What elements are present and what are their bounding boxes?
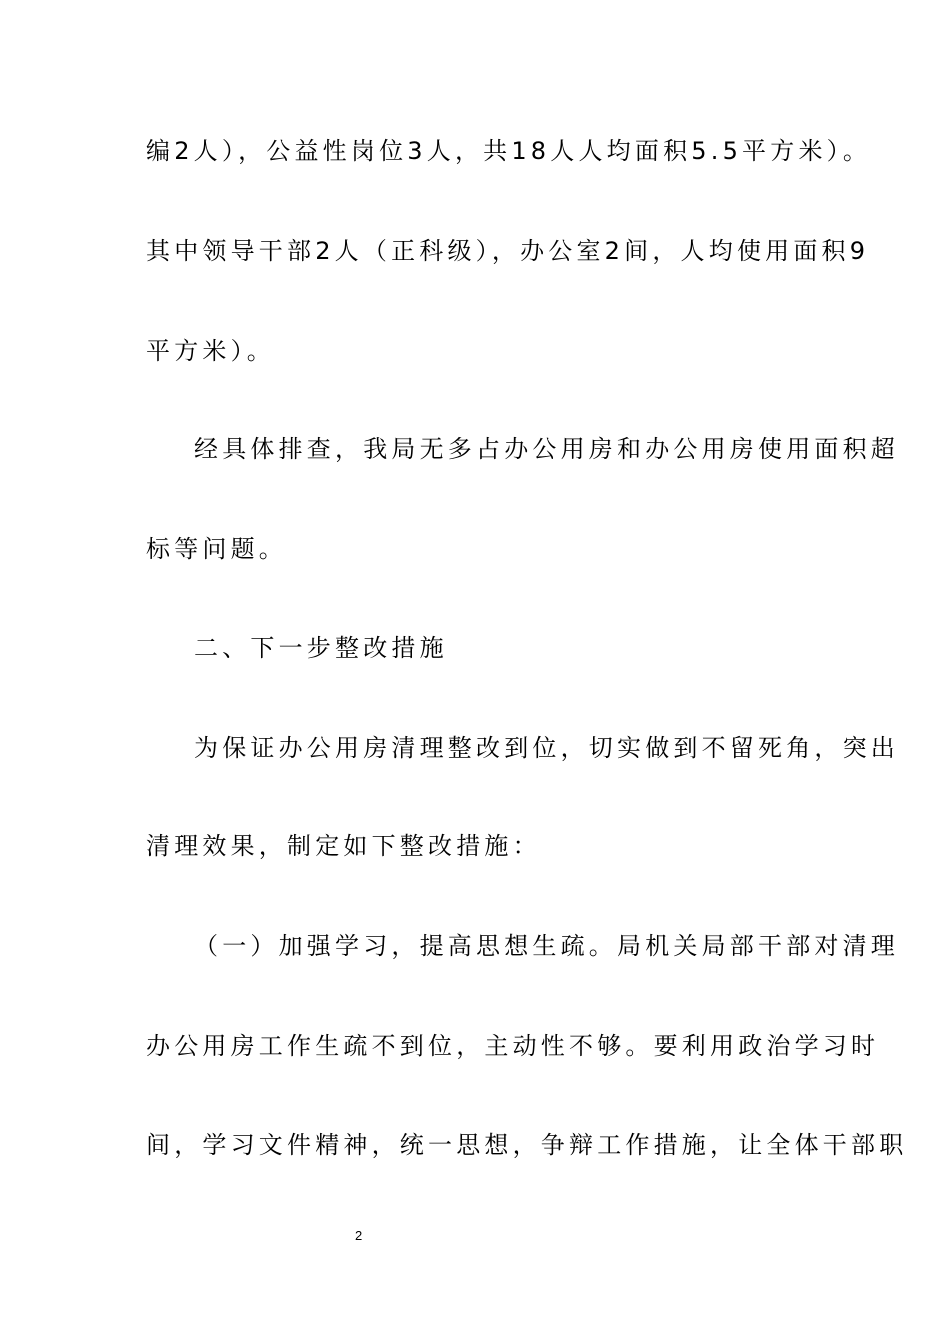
paragraph-line: 清理效果，制定如下整改措施： [146,832,541,860]
paragraph-line: 办公用房工作生疏不到位，主动性不够。要利用政治学习时 [146,1032,880,1060]
paragraph-line: 为保证办公用房清理整改到位，切实做到不留死角，突出 [194,734,899,762]
paragraph-line: 编2人），公益性岗位3人，共18人人均面积5.5平方米）。 [146,137,872,165]
paragraph-line: 标等问题。 [146,535,287,563]
paragraph-line: 平方米）。 [146,337,275,365]
paragraph-line: （一）加强学习，提高思想生疏。局机关局部干部对清理 [194,932,899,960]
section-heading: 二、下一步整改措施 [194,634,448,662]
paragraph-line: 其中领导干部2人（正科级），办公室2间，人均使用面积9 [146,237,870,265]
page-number: 2 [355,1228,363,1243]
paragraph-line: 经具体排查，我局无多占办公用房和办公用房使用面积超 [194,435,899,463]
paragraph-line: 间，学习文件精神，统一思想，争辩工作措施，让全体干部职 [146,1131,908,1159]
